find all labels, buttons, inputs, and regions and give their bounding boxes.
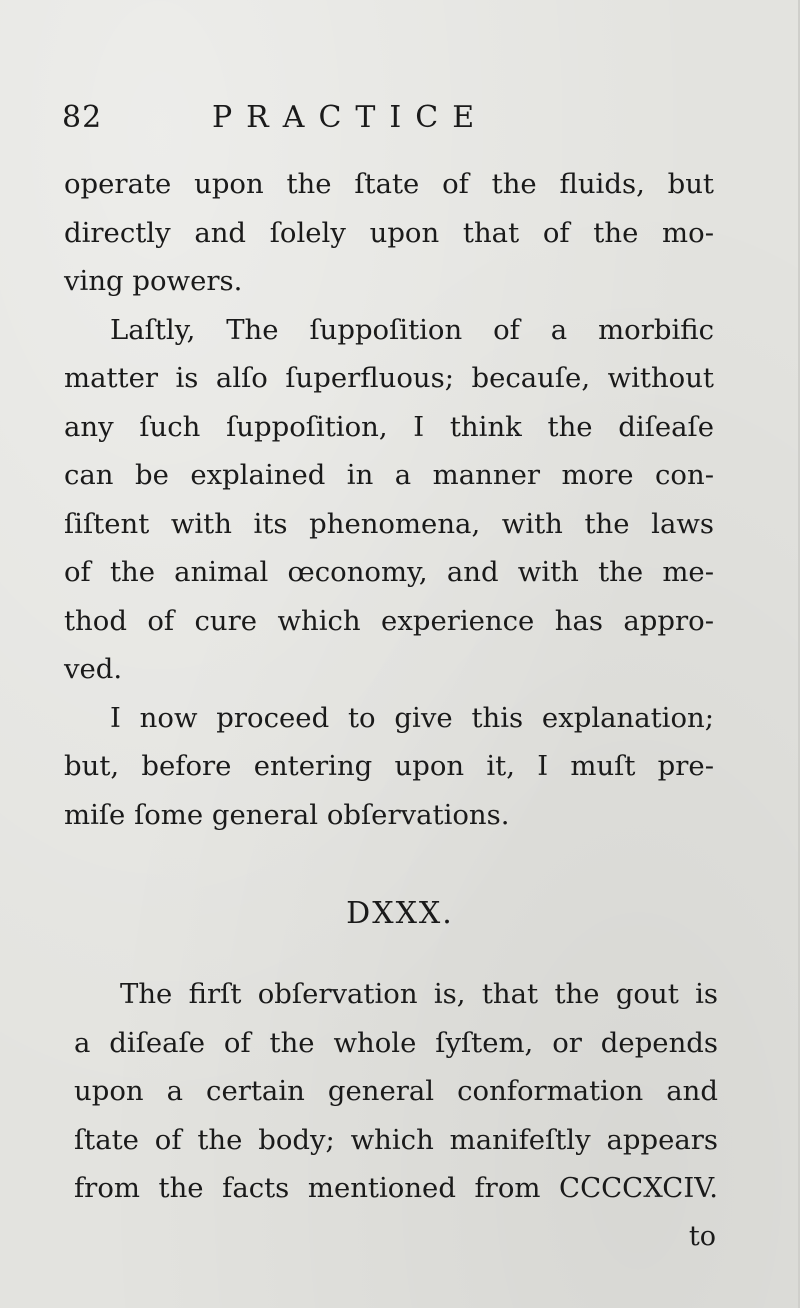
running-head: PRACTICE (212, 100, 489, 135)
body-text-lower (74, 970, 718, 1213)
text-line: from the facts mentioned from CCCCXCIV. (74, 1172, 718, 1204)
text-line: thod of cure which experience has appro- (64, 604, 714, 637)
text-line: ſiſtent with its phenomena, with the laws (64, 507, 714, 540)
text-line: but, before entering upon it, I muſt pre- (64, 750, 714, 782)
text-line: ved. (64, 653, 123, 685)
text-line: I now proceed to give this explanation; (110, 701, 714, 734)
text-line: ving powers. (64, 265, 243, 297)
catchword: to (688, 1221, 716, 1252)
page-header (62, 92, 752, 144)
text-line: of the animal œconomy, and with the me- (64, 556, 714, 588)
text-line: a diſeaſe of the whole ſyſtem, or depends (74, 1026, 718, 1059)
text-line: operate upon the ſtate of the fluids, but (64, 168, 714, 200)
text-line: can be explained in a manner more con- (64, 459, 714, 491)
text-line: Laſtly, The ſuppoſition of a morbific (110, 313, 714, 346)
text-line: The firſt obſervation is, that the gout is (120, 978, 718, 1010)
text-line: upon a certain general conformation and (74, 1075, 718, 1107)
text-line: ſtate of the body; which manifeſtly appears (74, 1123, 718, 1156)
text-line: matter is alſo ſuperfluous; becauſe, without (64, 362, 714, 394)
page-number: 82 (62, 100, 103, 135)
text-line: miſe ſome general obſervations. (64, 798, 510, 831)
text-line: directly and ſolely upon that of the mo- (64, 216, 714, 249)
text-line: any ſuch ſuppoſition, I think the diſeaſe (64, 410, 714, 443)
section-heading: DXXX. (346, 896, 454, 931)
body-text-upper (64, 160, 714, 839)
